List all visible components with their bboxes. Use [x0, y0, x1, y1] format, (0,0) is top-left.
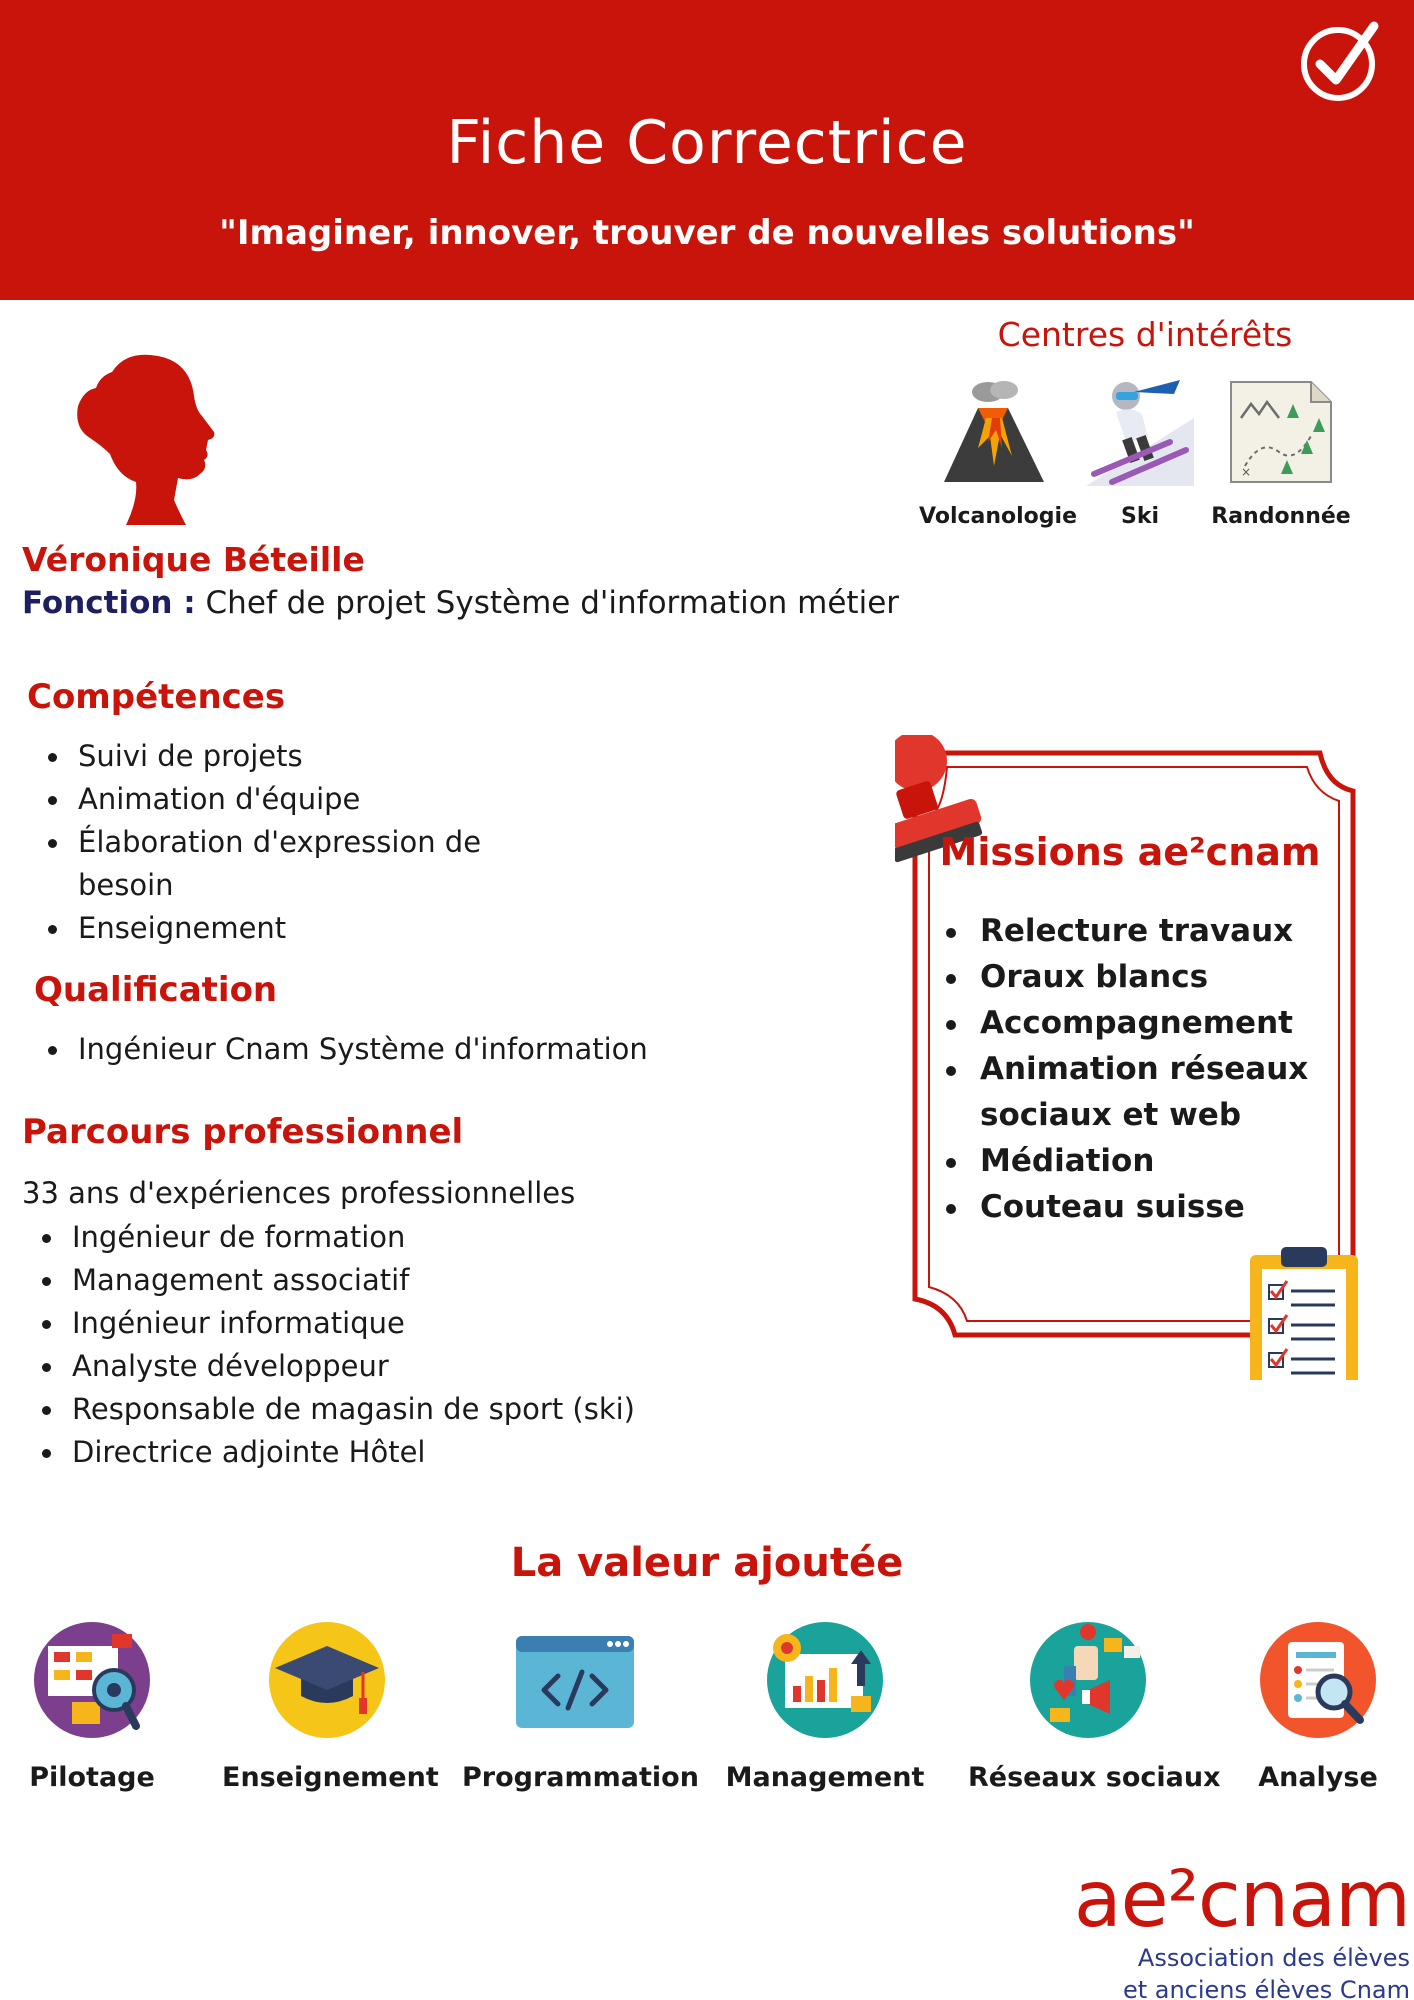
logo-tagline-1: Association des élèves	[1137, 1944, 1410, 1972]
analysis-magnifier-icon	[1258, 1620, 1378, 1740]
check-badge-icon	[1298, 18, 1382, 102]
hiking-map-icon	[1227, 378, 1335, 486]
value-pilotage	[22, 1620, 162, 1793]
interests-title: Centres d'intérêts	[997, 315, 1293, 354]
list-item: Relecture travaux	[940, 908, 1308, 954]
list-item: Management associatif	[16, 1259, 635, 1302]
graduation-cap-icon	[267, 1620, 387, 1740]
parcours-title: Parcours professionnel	[22, 1112, 464, 1152]
fonction-label: Fonction :	[22, 585, 196, 621]
interest-label: Ski	[1120, 504, 1160, 529]
list-item: Responsable de magasin de sport (ski)	[16, 1388, 635, 1431]
volcano-icon	[942, 378, 1046, 486]
interest-randonnee	[1206, 378, 1356, 529]
qualification-list	[22, 1028, 648, 1071]
pilotage-icon	[32, 1620, 152, 1740]
value-label: Enseignement	[222, 1762, 439, 1793]
missions-title: Missions ae²cnam	[939, 830, 1321, 874]
ae2cnam-logo	[1040, 1855, 1410, 2000]
woman-silhouette-icon	[62, 350, 237, 525]
list-item: Enseignement	[22, 907, 481, 950]
social-network-icon	[1028, 1620, 1148, 1740]
interest-label: Volcanologie	[919, 504, 1078, 529]
list-item-continuation: besoin	[78, 868, 174, 902]
header-banner	[0, 0, 1414, 300]
list-item: Médiation	[940, 1138, 1308, 1184]
value-analyse	[1248, 1620, 1388, 1793]
fonction-line	[22, 585, 899, 621]
value-management	[722, 1620, 928, 1793]
management-chart-icon	[765, 1620, 885, 1740]
parcours-intro: 33 ans d'expériences professionnelles	[22, 1176, 576, 1210]
list-item: Élaboration d'expression de	[22, 821, 481, 864]
missions-list	[940, 908, 1308, 1230]
interest-volcanologie	[919, 378, 1078, 529]
value-reseaux-sociaux	[968, 1620, 1221, 1793]
page-subtitle: "Imaginer, innover, trouver de nouvelles solutions"	[219, 213, 1195, 253]
list-item: Suivi de projets	[22, 735, 481, 778]
valeur-title: La valeur ajoutée	[510, 1540, 904, 1586]
list-item: Accompagnement	[940, 1000, 1308, 1046]
qualification-title: Qualification	[34, 970, 278, 1010]
list-item: Couteau suisse	[940, 1184, 1308, 1230]
list-item: Directrice adjointe Hôtel	[16, 1431, 635, 1474]
value-programmation	[462, 1620, 699, 1793]
list-item: Ingénieur Cnam Système d'information	[22, 1028, 648, 1071]
value-label: Réseaux sociaux	[968, 1762, 1221, 1793]
person-name: Véronique Béteille	[22, 540, 365, 579]
interest-ski	[1065, 378, 1215, 529]
list-item-continuation: sociaux et web	[980, 1097, 1242, 1133]
competences-title: Compétences	[27, 677, 286, 717]
parcours-list	[16, 1216, 635, 1474]
list-item: Ingénieur de formation	[16, 1216, 635, 1259]
value-label: Management	[725, 1762, 925, 1793]
svg-text:×: ×	[1241, 465, 1252, 479]
logo-brand: ae²cnam	[1073, 1855, 1410, 1945]
value-label: Programmation	[462, 1762, 699, 1793]
code-window-icon	[514, 1620, 636, 1740]
value-enseignement	[222, 1620, 439, 1793]
fonction-value: Chef de projet Système d'information métier	[205, 585, 900, 621]
list-item: Animation d'équipe	[22, 778, 481, 821]
value-label: Analyse	[1258, 1762, 1378, 1793]
skier-icon	[1086, 378, 1194, 486]
competences-list	[22, 735, 481, 950]
value-label: Pilotage	[29, 1762, 155, 1793]
interest-label: Randonnée	[1211, 504, 1351, 529]
list-item: Analyste développeur	[16, 1345, 635, 1388]
page-title: Fiche Correctrice	[446, 108, 968, 178]
list-item: Oraux blancs	[940, 954, 1308, 1000]
checklist-clipboard-icon	[1250, 1247, 1358, 1380]
list-item: Ingénieur informatique	[16, 1302, 635, 1345]
logo-tagline-2: et anciens élèves Cnam	[1122, 1976, 1410, 2000]
list-item: Animation réseaux	[940, 1046, 1308, 1092]
